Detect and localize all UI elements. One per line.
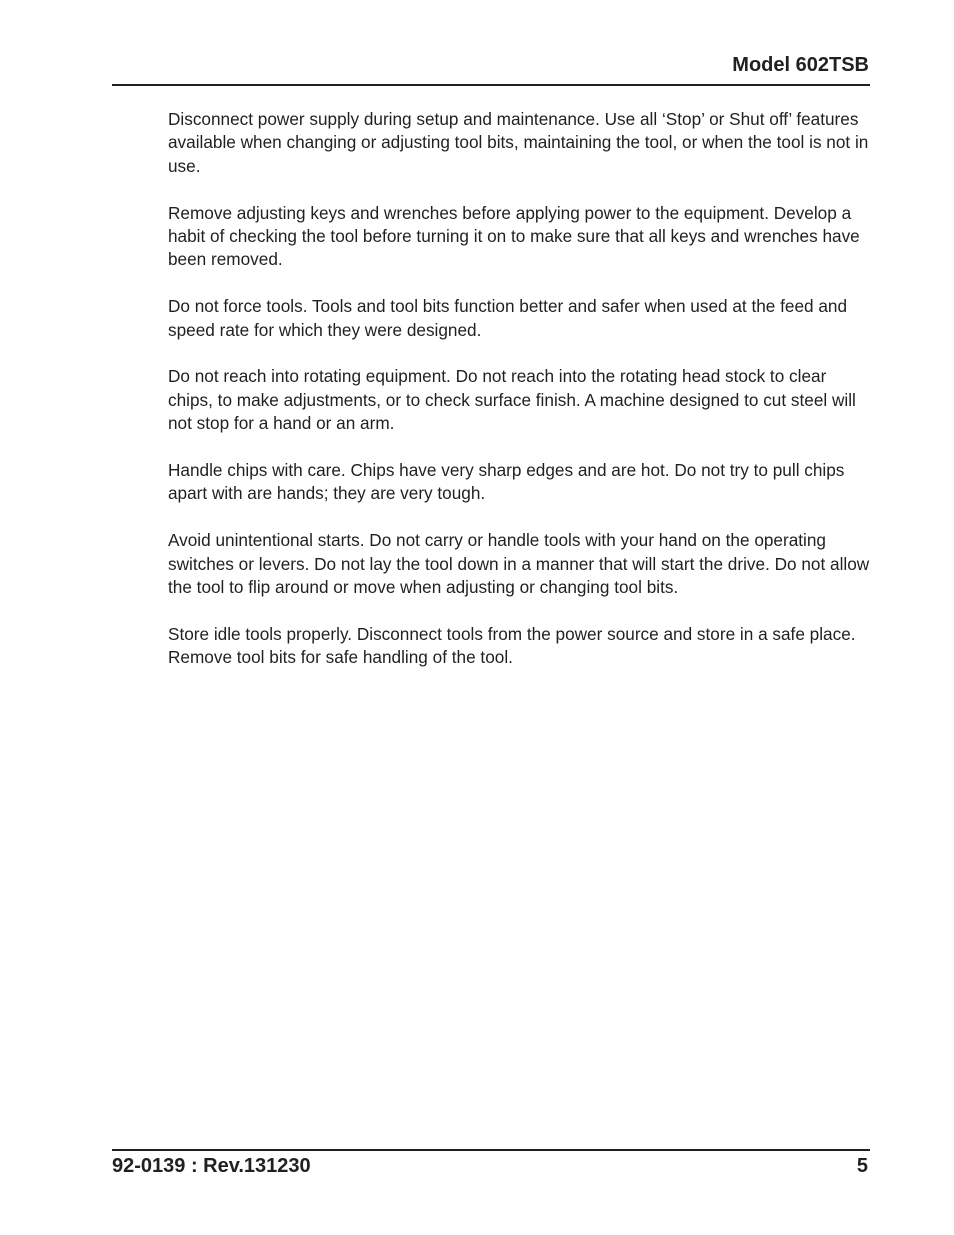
paragraph-remove-keys: Remove adjusting keys and wrenches before applying power to the equipment. Develop a habit of checking the tool before turning it on to make sure that all keys and wrenches have been removed. [168, 202, 860, 270]
paragraph-unintentional-starts: Avoid unintentional starts. Do not carry or handle tools with your hand on the operating switches or levers. Do not lay the tool down in a manner that will start the drive. Do not allow the tool to flip around or move when adjusting or changing tool bits. [168, 530, 870, 598]
paragraph-do-not-force: Do not force tools. Tools and tool bits function better and safer when used at the feed and speed rate for which they were designed. [168, 296, 848, 340]
header-divider [112, 84, 870, 86]
footer-divider [112, 1149, 870, 1151]
paragraph-handle-chips: Handle chips with care. Chips have very sharp edges and are hot. Do not try to pull chips apart with are hands; they are very tough. [168, 460, 845, 504]
document-revision: 92-0139 : Rev.131230 [112, 1155, 311, 1177]
safety-instructions [168, 108, 874, 693]
page-header-model: Model 602TSB [732, 54, 869, 76]
paragraph-rotating-equipment: Do not reach into rotating equipment. Do not reach into the rotating head stock to clear chips, to make adjustments, or to check surface finish. A machine designed to cut steel will not stop for a hand or an arm. [168, 366, 856, 434]
paragraph-store-tools: Store idle tools properly. Disconnect tools from the power source and store in a safe place. Remove tool bits for safe handling of the tool. [168, 623, 856, 668]
page-number: 5 [856, 1155, 868, 1177]
paragraph-disconnect-power: Disconnect power supply during setup and maintenance. Use all ‘Stop’ or Shut off’ features available when changing or adjusting tool bits, maintaining the tool, or when the tool is not in use. [168, 109, 869, 176]
